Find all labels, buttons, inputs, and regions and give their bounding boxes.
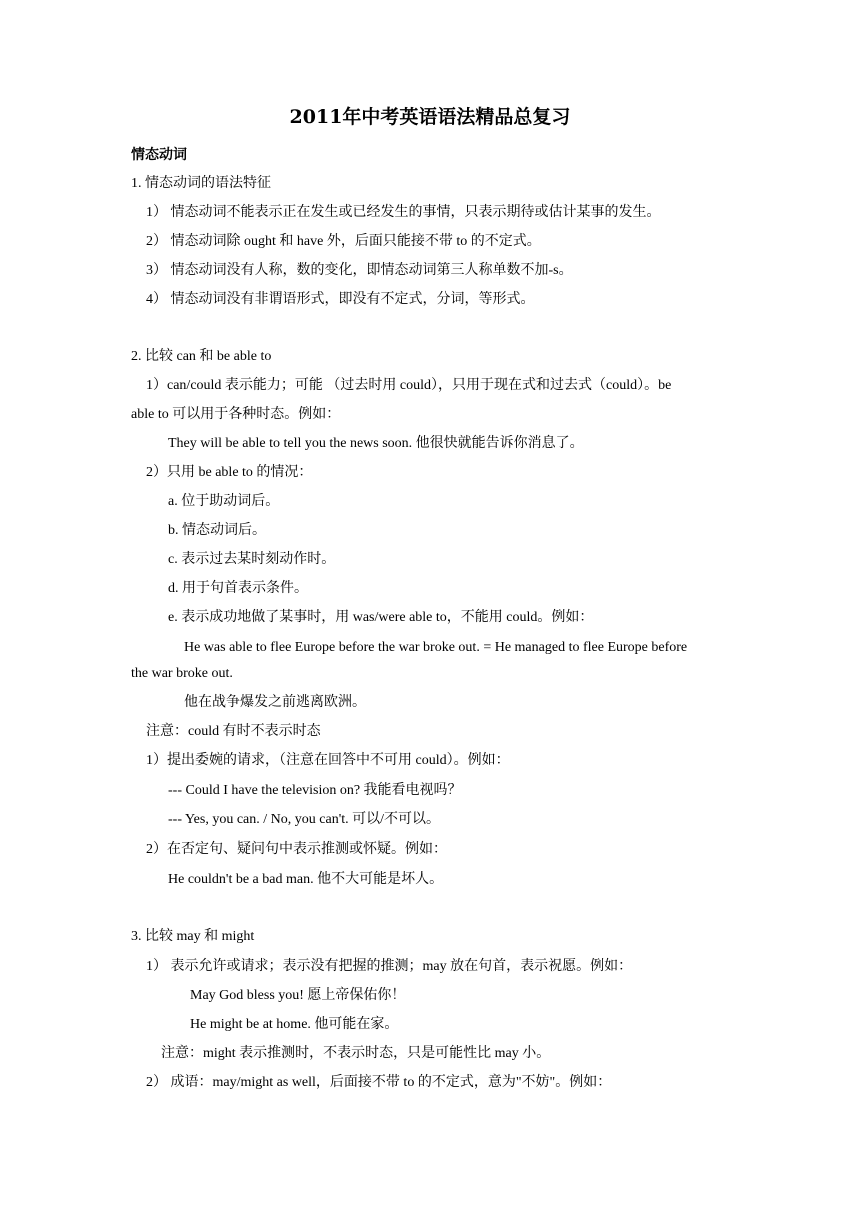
list-item: 4） 情态动词没有非谓语形式，即没有不定式，分词，等形式。 <box>146 292 535 307</box>
list-item: 3） 情态动词没有人称，数的变化，即情态动词第三人称单数不加-s。 <box>146 263 573 278</box>
list-item: 2） 情态动词除 ought 和 have 外，后面只能接不带 to 的不定式。 <box>146 234 541 249</box>
heading-2: 2. 比较 can 和 be able to <box>131 349 272 364</box>
sub-item: c. 表示过去某时刻动作时。 <box>168 552 336 567</box>
example-sentence: --- Could I have the television on? 我能看电视吗？ <box>168 783 462 798</box>
example-translation: 他在战争爆发之前逃离欧洲。 <box>184 695 366 710</box>
sub-item: e. 表示成功地做了某事时，用 was/were able to，不能用 could。例如： <box>168 610 594 625</box>
list-item-continuation: able to 可以用于各种时态。例如： <box>131 407 341 422</box>
list-item: 2） 成语：may/might as well，后面接不带 to 的不定式，意为"不妨"。例如： <box>146 1075 612 1090</box>
example-sentence: He was able to flee Europe before the war broke out. = He managed to flee Europe before <box>184 640 688 655</box>
example-sentence-continuation: the war broke out. <box>131 666 233 681</box>
list-item: 2）只用 be able to 的情况： <box>146 465 313 480</box>
note: 注意：could 有时不表示时态 <box>146 724 321 739</box>
list-item: 1）can/could 表示能力；可能 （过去时用 could），只用于现在式和过去式（could）。be <box>146 378 672 393</box>
sub-item: b. 情态动词后。 <box>168 523 266 538</box>
sub-item: d. 用于句首表示条件。 <box>168 581 308 596</box>
heading-3: 3. 比较 may 和 might <box>131 929 255 944</box>
example-sentence: They will be able to tell you the news soon. 他很快就能告诉你消息了。 <box>168 436 584 451</box>
sub-item: a. 位于助动词后。 <box>168 494 280 509</box>
example-sentence: --- Yes, you can. / No, you can't. 可以/不可以。 <box>168 812 440 827</box>
list-item: 2）在否定句、疑问句中表示推测或怀疑。例如： <box>146 842 447 857</box>
heading-1: 1. 情态动词的语法特征 <box>131 176 271 191</box>
document-title: 2011年中考英语语法精品总复习 <box>289 106 571 128</box>
example-sentence: He couldn't be a bad man. 他不大可能是坏人。 <box>168 872 444 887</box>
list-item: 1） 情态动词不能表示正在发生或已经发生的事情，只表示期待或估计某事的发生。 <box>146 205 661 220</box>
example-sentence: He might be at home. 他可能在家。 <box>190 1017 399 1032</box>
list-item: 1）提出委婉的请求，（注意在回答中不可用 could）。例如： <box>146 753 510 768</box>
list-item: 1） 表示允许或请求；表示没有把握的推测；may 放在句首，表示祝愿。例如： <box>146 959 633 974</box>
note: 注意：might 表示推测时，不表示时态，只是可能性比 may 小。 <box>161 1046 551 1061</box>
section-heading: 情态动词 <box>131 147 187 163</box>
example-sentence: May God bless you! 愿上帝保佑你！ <box>190 988 406 1003</box>
